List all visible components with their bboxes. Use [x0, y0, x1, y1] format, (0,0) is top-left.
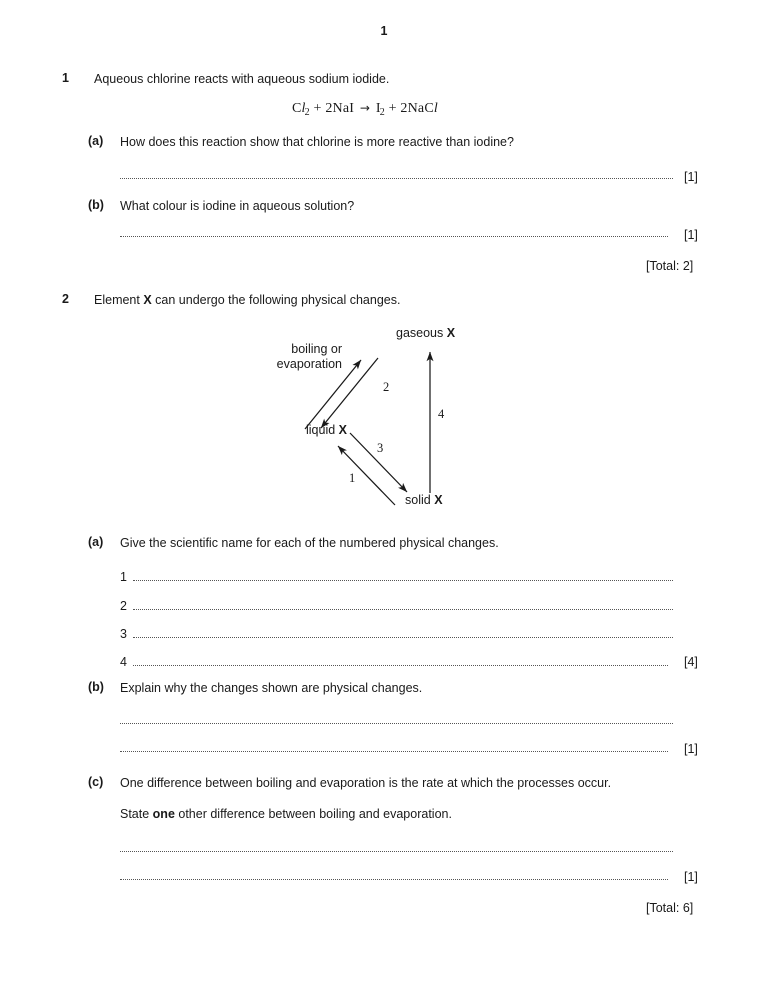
marks-1a: [1] — [684, 170, 698, 184]
diagram-label-process-line-1: boiling or — [291, 342, 342, 356]
answer-line-2b-2[interactable] — [120, 751, 668, 752]
diagram-label-gaseous-symbol: X — [446, 326, 456, 340]
chemical-equation — [292, 101, 438, 118]
part-2c-text-2-before: State — [120, 807, 153, 821]
diagram-label-gaseous-text: gaseous — [396, 326, 447, 340]
equation-reactant-2: 2NaI — [325, 101, 355, 116]
part-2b-label: (b) — [88, 680, 104, 694]
equation-reactant-1-element: l — [301, 101, 306, 116]
diagram-label-liquid-text: liquid — [306, 423, 339, 437]
answer-line-2c-2[interactable] — [120, 879, 668, 880]
answer-number-3: 3 — [120, 627, 127, 641]
question-2-stem-symbol: X — [143, 293, 152, 307]
diagram-arrow-number-3: 3 — [377, 441, 384, 455]
question-1-number: 1 — [62, 71, 69, 85]
marks-2a: [4] — [684, 655, 698, 669]
answer-line-2a-4[interactable] — [133, 665, 668, 666]
equation-product-1-subscript: 2 — [379, 106, 385, 118]
answer-line-1a[interactable] — [120, 178, 673, 179]
equation-reactant-1: C — [292, 101, 302, 116]
part-2c-emphasis: one — [152, 807, 175, 821]
question-2-stem-after: can undergo the following physical changes. — [151, 293, 401, 307]
diagram-label-liquid-symbol: X — [338, 423, 348, 437]
part-2a-text: Give the scientific name for each of the numbered physical changes. — [120, 536, 499, 550]
answer-line-2b-1[interactable] — [120, 723, 673, 724]
equation-product-1: I — [375, 101, 381, 116]
diagram-arrow-number-2: 2 — [383, 380, 390, 394]
part-2c-text-2-after: other difference between boiling and evaporation. — [174, 807, 452, 821]
question-1-total: [Total: 2] — [646, 259, 694, 273]
answer-number-4: 4 — [120, 655, 127, 669]
diagram-label-gaseous — [396, 326, 455, 341]
diagram-label-solid-symbol: X — [434, 493, 443, 507]
answer-line-2a-1[interactable] — [133, 580, 673, 581]
diagram-arrow-number-1: 1 — [349, 471, 356, 485]
equation-product-2-element: l — [433, 101, 438, 116]
arrow-1-melting — [338, 446, 395, 505]
part-2b-text: Explain why the changes shown are physical changes. — [120, 681, 423, 695]
answer-line-2c-1[interactable] — [120, 851, 673, 852]
part-1b-label: (b) — [88, 198, 104, 212]
part-2a-label: (a) — [88, 535, 104, 549]
marks-2b: [1] — [684, 742, 698, 756]
part-1a-label: (a) — [88, 134, 104, 148]
diagram-label-solid-text: solid — [405, 493, 435, 507]
reaction-arrow-icon: → — [359, 101, 371, 115]
marks-1b: [1] — [684, 228, 698, 242]
part-1b-text: What colour is iodine in aqueous solution? — [120, 199, 355, 213]
part-2c-text: One difference between boiling and evaporation is the rate at which the processes occur. — [120, 776, 612, 790]
diagram-arrow-number-4: 4 — [438, 407, 445, 421]
diagram-label-process — [232, 342, 342, 372]
question-2-stem-before: Element — [94, 293, 144, 307]
answer-number-2: 2 — [120, 599, 127, 613]
answer-line-2a-2[interactable] — [133, 609, 673, 610]
equation-plus-2: + — [388, 101, 397, 116]
diagram-label-solid — [405, 493, 443, 508]
diagram-label-liquid — [306, 423, 347, 438]
equation-plus-1: + — [313, 101, 322, 116]
marks-2c: [1] — [684, 870, 698, 884]
page-number: 1 — [380, 24, 388, 38]
question-2-stem — [94, 292, 400, 308]
equation-product-2: 2NaC — [400, 101, 434, 116]
part-1a-text: How does this reaction show that chlorine is more reactive than iodine? — [120, 135, 514, 149]
answer-line-1b[interactable] — [120, 236, 668, 237]
diagram-label-process-line-2: evaporation — [276, 357, 342, 371]
question-2-number: 2 — [62, 292, 69, 306]
part-2c-text-2 — [120, 806, 452, 822]
question-1-stem: Aqueous chlorine reacts with aqueous sodium iodide. — [94, 72, 390, 86]
answer-number-1: 1 — [120, 570, 127, 584]
equation-reactant-1-subscript: 2 — [304, 106, 310, 118]
question-2-total: [Total: 6] — [646, 901, 694, 915]
part-2c-label: (c) — [88, 775, 104, 789]
answer-line-2a-3[interactable] — [133, 637, 673, 638]
state-change-diagram — [255, 325, 515, 520]
